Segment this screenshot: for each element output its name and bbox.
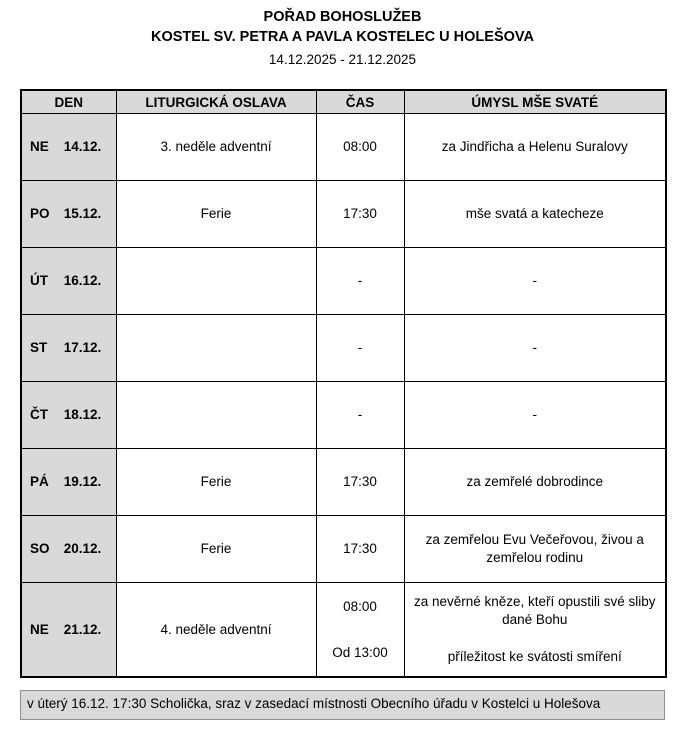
table-row <box>21 314 666 381</box>
celebration-cell: Ferie <box>116 448 316 515</box>
intention-entry: příležitost ke svátosti smíření <box>447 649 622 665</box>
day-cell <box>21 515 116 582</box>
day-date: 15.12. <box>63 206 102 222</box>
time-cell: 17:30 <box>316 180 404 247</box>
table-row <box>21 448 666 515</box>
header-row <box>21 90 666 113</box>
table-row <box>21 381 666 448</box>
schedule-table-wrapper <box>20 89 665 678</box>
day-abbr: ST <box>30 340 48 356</box>
time-entry: Od 13:00 <box>332 645 388 661</box>
celebration-cell <box>116 314 316 381</box>
day-date: 17.12. <box>63 340 102 356</box>
col-header-celebration: LITURGICKÁ OSLAVA <box>116 90 316 113</box>
table-row <box>21 247 666 314</box>
day-cell <box>21 113 116 180</box>
time-cell: - <box>316 381 404 448</box>
celebration-cell <box>116 247 316 314</box>
day-date: 18.12. <box>63 407 102 423</box>
intention-cell: za Jindřicha a Helenu Suralovy <box>404 113 666 180</box>
intention-cell: za zemřelou Evu Večeřovou, živou a zemřelou rodinu <box>404 515 666 582</box>
document-header <box>0 8 685 69</box>
celebration-cell <box>116 381 316 448</box>
table-row <box>21 180 666 247</box>
celebration-cell: Ferie <box>116 515 316 582</box>
col-header-intention: ÚMYSL MŠE SVATÉ <box>404 90 666 113</box>
table-row <box>21 515 666 582</box>
intention-cell: - <box>404 381 666 448</box>
time-cell: - <box>316 247 404 314</box>
time-cell <box>316 582 404 677</box>
celebration-cell: Ferie <box>116 180 316 247</box>
day-date: 20.12. <box>63 541 102 557</box>
day-cell <box>21 381 116 448</box>
intention-cell: - <box>404 247 666 314</box>
day-abbr: NE <box>30 622 49 638</box>
day-cell <box>21 448 116 515</box>
day-date: 14.12. <box>63 139 102 155</box>
page-subtitle: KOSTEL SV. PETRA A PAVLA KOSTELEC U HOLEŠOVA <box>151 28 534 45</box>
table-row <box>21 582 666 677</box>
day-abbr: PÁ <box>30 474 49 490</box>
celebration-cell: 3. neděle adventní <box>116 113 316 180</box>
time-cell: 17:30 <box>316 515 404 582</box>
col-header-day: DEN <box>21 90 116 113</box>
day-abbr: ČT <box>30 407 48 423</box>
time-cell: 17:30 <box>316 448 404 515</box>
day-abbr: PO <box>30 206 50 222</box>
celebration-cell: 4. neděle adventní <box>116 582 316 677</box>
table-row <box>21 113 666 180</box>
footer-note: v úterý 16.12. 17:30 Scholička, sraz v zasedací místnosti Obecního úřadu v Kostelci u Holešova <box>20 690 665 720</box>
day-cell <box>21 582 116 677</box>
day-cell <box>21 180 116 247</box>
col-header-time: ČAS <box>316 90 404 113</box>
intention-cell: - <box>404 314 666 381</box>
page-title: POŘAD BOHOSLUŽEB <box>263 9 422 25</box>
time-cell: 08:00 <box>316 113 404 180</box>
day-abbr: ÚT <box>30 273 48 289</box>
day-cell <box>21 247 116 314</box>
day-date: 16.12. <box>63 273 102 289</box>
time-cell: - <box>316 314 404 381</box>
day-date: 19.12. <box>63 474 102 490</box>
day-date: 21.12. <box>63 622 102 638</box>
intention-entry: za nevěrné kněze, kteří opustili své sliby dané Bohu <box>413 593 656 627</box>
intention-cell: za zemřelé dobrodince <box>404 448 666 515</box>
day-cell <box>21 314 116 381</box>
schedule-table <box>20 89 667 678</box>
time-entry: 08:00 <box>343 598 377 614</box>
date-range: 14.12.2025 - 21.12.2025 <box>268 52 417 68</box>
day-abbr: NE <box>30 139 49 155</box>
day-abbr: SO <box>30 541 50 557</box>
intention-cell <box>404 582 666 677</box>
intention-cell: mše svatá a katecheze <box>404 180 666 247</box>
